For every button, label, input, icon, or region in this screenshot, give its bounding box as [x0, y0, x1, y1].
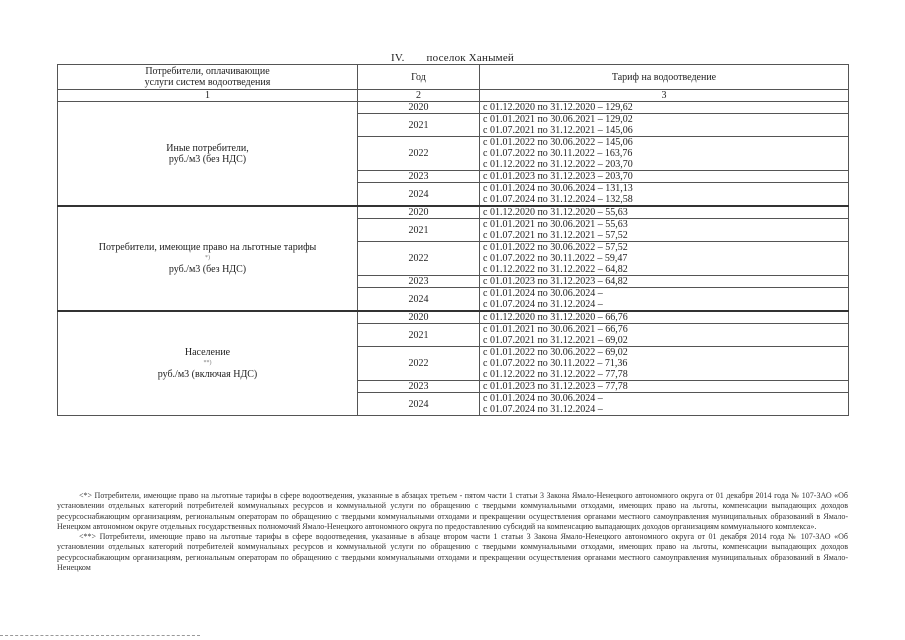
tariff-line: с 01.01.2023 по 31.12.2023 – 64,82 — [483, 276, 628, 287]
consumer-name: Население — [184, 347, 231, 358]
header-tariff: Тариф на водоотведение — [480, 65, 849, 90]
tariff-line: с 01.12.2022 по 31.12.2022 – 64,82 — [483, 264, 628, 275]
section-name: поселок Ханымей — [426, 52, 515, 64]
table-row — [58, 102, 849, 114]
consumer-category — [58, 311, 358, 416]
year-cell: 2021 — [358, 114, 480, 137]
tariff-line: с 01.07.2024 по 31.12.2024 – 132,58 — [483, 194, 633, 205]
tariff-cell — [480, 324, 849, 347]
tariff-line: с 01.01.2022 по 30.06.2022 – 145,06 — [483, 137, 633, 148]
tariff-line: с 01.07.2022 по 30.11.2022 – 163,76 — [483, 148, 633, 159]
table-row — [58, 206, 849, 219]
consumer-unit: руб./м3 (без НДС) — [168, 264, 247, 275]
tariff-line: с 01.07.2024 по 31.12.2024 – — [483, 404, 603, 415]
tariff-line: с 01.07.2024 по 31.12.2024 – — [483, 299, 603, 310]
column-number-2: 2 — [358, 90, 480, 102]
consumer-category — [58, 206, 358, 311]
tariff-cell — [480, 276, 849, 288]
tariff-cell — [480, 219, 849, 242]
section-numeral: IV. — [390, 52, 405, 64]
tariff-line: с 01.01.2024 по 30.06.2024 – 131,13 — [483, 183, 633, 194]
tariff-line: с 01.12.2020 по 31.12.2020 – 129,62 — [483, 102, 633, 113]
tariff-line: с 01.01.2022 по 30.06.2022 – 57,52 — [483, 242, 628, 253]
tariff-line: с 01.01.2023 по 31.12.2023 – 203,70 — [483, 171, 633, 182]
tariff-cell — [480, 102, 849, 114]
footnote-marker: *) — [205, 255, 210, 261]
tariff-cell — [480, 381, 849, 393]
tariff-line: с 01.01.2021 по 30.06.2021 – 129,02 — [483, 114, 633, 125]
tariff-cell — [480, 183, 849, 207]
consumer-unit: руб./м3 (без НДС) — [168, 153, 247, 165]
tariff-table — [57, 64, 849, 416]
tariff-cell — [480, 242, 849, 276]
year-cell: 2020 — [358, 206, 480, 219]
header-consumers: Потребители, оплачивающие услуги систем водоотведения — [58, 65, 358, 90]
tariff-line: с 01.01.2024 по 30.06.2024 – — [483, 288, 603, 299]
tariff-cell — [480, 347, 849, 381]
footnote-2: <**> Потребители, имеющие право на льготные тарифы в сфере водоотведения, указанные в абзаце втором части 1 статьи 3 Закона Ямало-Ненецкого автономного округа от 01 декабря 2014 года № 107-ЗАО «Об установлении отдельных категорий потребителей коммунальных ресурсов и коммунальной услуги по обращению с твердыми коммунальными отходами, имеющих право на льготы, компенсации выпадающих доходов ресурсоснабжающим организациям, региональным операторам по обращению с твердыми коммунальными отходами и прекращении осуществления органами местного самоуправления муниципальных образований в Ямало-Ненецком — [57, 532, 848, 573]
year-cell: 2021 — [358, 324, 480, 347]
tariff-line: с 01.01.2021 по 30.06.2021 – 55,63 — [483, 219, 628, 230]
year-cell: 2022 — [358, 347, 480, 381]
tariff-cell — [480, 137, 849, 171]
year-cell: 2024 — [358, 393, 480, 416]
footnote-marker: **) — [203, 360, 212, 366]
tariff-line: с 01.07.2022 по 30.11.2022 – 71,36 — [483, 358, 628, 369]
year-cell: 2022 — [358, 137, 480, 171]
consumer-unit: руб./м3 (включая НДС) — [157, 369, 258, 380]
year-cell: 2020 — [358, 102, 480, 114]
consumer-name: Иные потребители, — [166, 142, 249, 154]
tariff-cell — [480, 393, 849, 416]
header-year: Год — [358, 65, 480, 90]
tariff-line: с 01.07.2022 по 30.11.2022 – 59,47 — [483, 253, 628, 264]
consumer-category — [58, 102, 358, 207]
tariff-cell — [480, 206, 849, 219]
year-cell: 2024 — [358, 183, 480, 207]
tariff-cell — [480, 114, 849, 137]
column-number-3: 3 — [480, 90, 849, 102]
tariff-line: с 01.01.2023 по 31.12.2023 – 77,78 — [483, 381, 628, 392]
tariff-line: с 01.12.2022 по 31.12.2022 – 203,70 — [483, 159, 633, 170]
tariff-line: с 01.07.2021 по 31.12.2021 – 57,52 — [483, 230, 628, 241]
tariff-line: с 01.01.2022 по 30.06.2022 – 69,02 — [483, 347, 628, 358]
page-divider — [0, 635, 200, 636]
tariff-cell — [480, 288, 849, 312]
year-cell: 2020 — [358, 311, 480, 324]
consumer-name: Потребители, имеющие право на льготные тарифы — [98, 242, 317, 253]
tariff-line: с 01.07.2021 по 31.12.2021 – 69,02 — [483, 335, 628, 346]
year-cell: 2024 — [358, 288, 480, 312]
tariff-line: с 01.01.2021 по 30.06.2021 – 66,76 — [483, 324, 628, 335]
tariff-line: с 01.12.2022 по 31.12.2022 – 77,78 — [483, 369, 628, 380]
year-cell: 2023 — [358, 171, 480, 183]
year-cell: 2023 — [358, 276, 480, 288]
section-title — [0, 52, 905, 64]
footnotes — [57, 491, 848, 573]
year-cell: 2023 — [358, 381, 480, 393]
tariff-line: с 01.12.2020 по 31.12.2020 – 55,63 — [483, 207, 628, 218]
year-cell: 2021 — [358, 219, 480, 242]
tariff-table-body — [58, 102, 849, 416]
tariff-cell — [480, 171, 849, 183]
tariff-cell — [480, 311, 849, 324]
table-row — [58, 311, 849, 324]
footnote-1: <*> Потребители, имеющие право на льготные тарифы в сфере водоотведения, указанные в абзацах третьем - пятом части 1 статьи 3 Закона Ямало-Ненецкого автономного округа от 01 декабря 2014 года № 107-ЗАО «Об установлении отдельных категорий потребителей коммунальных ресурсов и коммунальной услуги по обращению с твердыми коммунальными отходами, имеющих право на льготы, компенсации выпадающих доходов ресурсоснабжающим организациям, региональным операторам по обращению с твердыми коммунальными отходами и прекращении осуществления органами местного самоуправления муниципальных образований в Ямало-Ненецком автономном округе отдельных государственных полномочий Ямало-Ненецкого автономного округа по предоставлению субсидий на компенсацию выпадающих доходов организациям коммунального комплекса». — [57, 491, 848, 531]
tariff-line: с 01.07.2021 по 31.12.2021 – 145,06 — [483, 125, 633, 136]
year-cell: 2022 — [358, 242, 480, 276]
column-number-1: 1 — [58, 90, 358, 102]
tariff-line: с 01.01.2024 по 30.06.2024 – — [483, 393, 603, 404]
tariff-line: с 01.12.2020 по 31.12.2020 – 66,76 — [483, 312, 628, 323]
